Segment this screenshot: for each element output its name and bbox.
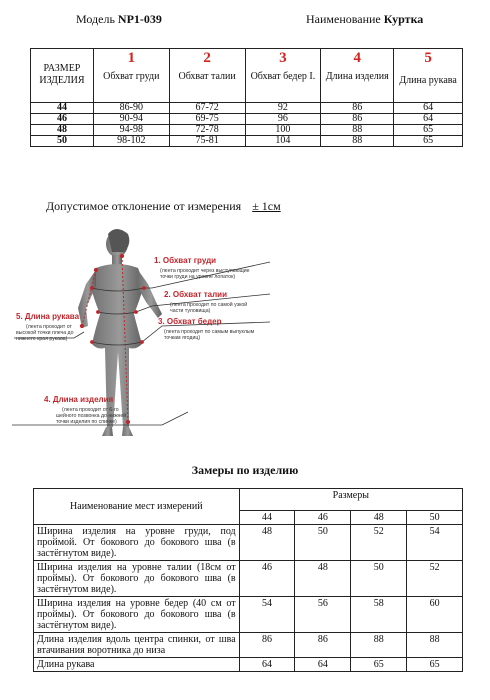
measure-name: Ширина изделия на уровне груди, под проймой. От бокового до бокового шва (в застёгнутом виде). <box>34 525 240 561</box>
table-row <box>34 633 463 658</box>
measurements-title: Замеры по изделию <box>191 463 299 477</box>
name-label: Наименование <box>306 12 381 26</box>
col-number-3: 3 <box>279 50 287 66</box>
value-cell: 100 <box>245 125 321 136</box>
value-cell: 90-94 <box>93 114 169 125</box>
size-chart-header-row <box>31 49 463 103</box>
value-cell: 65 <box>394 125 463 136</box>
value-cell: 72-78 <box>169 125 245 136</box>
measure-value: 54 <box>407 525 463 561</box>
value-cell: 67-72 <box>169 103 245 114</box>
size-cell: 48 <box>31 125 94 136</box>
measure-value: 64 <box>239 658 295 672</box>
model-value: NP1-039 <box>117 12 162 26</box>
value-cell: 98-102 <box>93 136 169 147</box>
size-header-cell <box>31 49 94 103</box>
label-sleeve-note-2: высокой точки плеча до <box>16 330 74 336</box>
measurement-diagram <box>12 222 482 442</box>
value-cell: 64 <box>394 114 463 125</box>
sizes-header-cell: Размеры <box>239 489 462 511</box>
col-number-4: 4 <box>353 50 361 66</box>
label-waist-note-2: части туловища) <box>170 308 211 314</box>
col-label-5: Длина рукава <box>399 75 457 86</box>
measure-value: 50 <box>351 561 407 597</box>
measurements-header-row <box>34 489 463 511</box>
label-hips-title: 3. Обхват бедер <box>158 317 222 326</box>
label-waist-note-1: (лента проходит по самой узкой <box>170 302 248 308</box>
label-sleeve-title: 5. Длина рукава <box>16 312 80 321</box>
label-chest <box>154 250 250 280</box>
value-cell: 64 <box>394 103 463 114</box>
table-row <box>34 525 463 561</box>
model-header <box>76 12 162 27</box>
measure-value: 88 <box>351 633 407 658</box>
tolerance-value: ± 1см <box>252 199 281 213</box>
label-sleeve-note-3: нижнего края рукава) <box>16 336 68 342</box>
value-cell: 94-98 <box>93 125 169 136</box>
measure-value: 86 <box>239 633 295 658</box>
measure-value: 65 <box>407 658 463 672</box>
measure-value: 56 <box>295 597 351 633</box>
value-cell: 86 <box>321 103 394 114</box>
size-cell: 44 <box>31 103 94 114</box>
label-length-note-3: точки изделия по спинке) <box>56 419 117 425</box>
model-label: Модель <box>76 12 115 26</box>
name-value: Куртка <box>383 12 424 26</box>
measurements-table <box>33 488 463 672</box>
name-header <box>306 12 423 27</box>
col-number-5: 5 <box>424 50 432 66</box>
label-length-note-1: (лента проходит от 6-го <box>62 407 119 413</box>
label-chest-title: 1. Обхват груди <box>154 256 217 265</box>
col-header-5 <box>394 49 463 103</box>
label-hips-note-2: точкам ягодиц) <box>164 335 201 341</box>
measure-value: 60 <box>407 597 463 633</box>
size-header: 44 <box>239 511 295 525</box>
size-header: 46 <box>295 511 351 525</box>
size-header-label: РАЗМЕР ИЗДЕЛИЯ <box>39 63 85 86</box>
label-length <box>44 389 126 425</box>
value-cell: 96 <box>245 114 321 125</box>
label-hips-note-1: (лента проходит по самым выпуклым <box>164 329 255 335</box>
size-chart-table <box>30 48 463 147</box>
name-header-cell: Наименование мест измерений <box>34 489 240 525</box>
measure-value: 46 <box>239 561 295 597</box>
tolerance-note <box>46 199 281 214</box>
col-label-2: Обхват талии <box>178 71 236 82</box>
col-label-3: Обхват бедер I. <box>250 71 316 82</box>
measure-value: 64 <box>295 658 351 672</box>
value-cell: 65 <box>394 136 463 147</box>
value-cell: 69-75 <box>169 114 245 125</box>
value-cell: 86 <box>321 114 394 125</box>
measure-value: 88 <box>407 633 463 658</box>
measure-name: Длина рукава <box>34 658 240 672</box>
measure-name: Ширина изделия на уровне талии (18см от проймы). От бокового до бокового шва (в застёгнутом виде). <box>34 561 240 597</box>
table-row <box>31 103 463 114</box>
value-cell: 88 <box>321 125 394 136</box>
size-header: 50 <box>407 511 463 525</box>
label-chest-note-1: (лента проходит через выступающие <box>160 268 250 274</box>
value-cell: 104 <box>245 136 321 147</box>
value-cell: 88 <box>321 136 394 147</box>
measure-value: 52 <box>407 561 463 597</box>
label-chest-note-2: точки груди на уровне лопаток) <box>160 274 236 280</box>
table-row <box>31 125 463 136</box>
col-header-1 <box>93 49 169 103</box>
size-cell: 46 <box>31 114 94 125</box>
size-header: 48 <box>351 511 407 525</box>
table-row <box>31 136 463 147</box>
tolerance-text: Допустимое отклонение от измерения <box>46 199 242 213</box>
value-cell: 92 <box>245 103 321 114</box>
col-label-4: Длина изделия <box>325 71 389 82</box>
measure-value: 86 <box>295 633 351 658</box>
col-label-1: Обхват груди <box>103 71 160 82</box>
table-row <box>34 561 463 597</box>
measure-value: 58 <box>351 597 407 633</box>
measure-value: 48 <box>239 525 295 561</box>
label-length-note-2: шейного позвонка до нижней <box>56 413 127 419</box>
measure-name: Ширина изделия на уровне бедер (40 см от проймы). От бокового до бокового шва (в застёгнутом виде). <box>34 597 240 633</box>
measure-name: Длина изделия вдоль центра спинки, от шва втачивания воротника до низа <box>34 633 240 658</box>
measure-value: 48 <box>295 561 351 597</box>
size-cell: 50 <box>31 136 94 147</box>
label-hips <box>158 311 254 341</box>
label-waist <box>164 284 247 314</box>
measure-value: 52 <box>351 525 407 561</box>
col-header-2 <box>169 49 245 103</box>
value-cell: 75-81 <box>169 136 245 147</box>
measure-value: 54 <box>239 597 295 633</box>
measure-value: 50 <box>295 525 351 561</box>
col-header-3 <box>245 49 321 103</box>
col-number-1: 1 <box>127 50 136 66</box>
value-cell: 86-90 <box>93 103 169 114</box>
label-length-title: 4. Длина изделия <box>44 395 114 404</box>
label-waist-title: 2. Обхват талии <box>164 290 227 299</box>
label-sleeve <box>16 306 79 342</box>
col-header-4 <box>321 49 394 103</box>
measure-value: 65 <box>351 658 407 672</box>
table-row <box>34 658 463 672</box>
table-row <box>31 114 463 125</box>
table-row <box>34 597 463 633</box>
label-sleeve-note-1: (лента проходит от <box>26 324 72 330</box>
col-number-2: 2 <box>203 50 211 66</box>
